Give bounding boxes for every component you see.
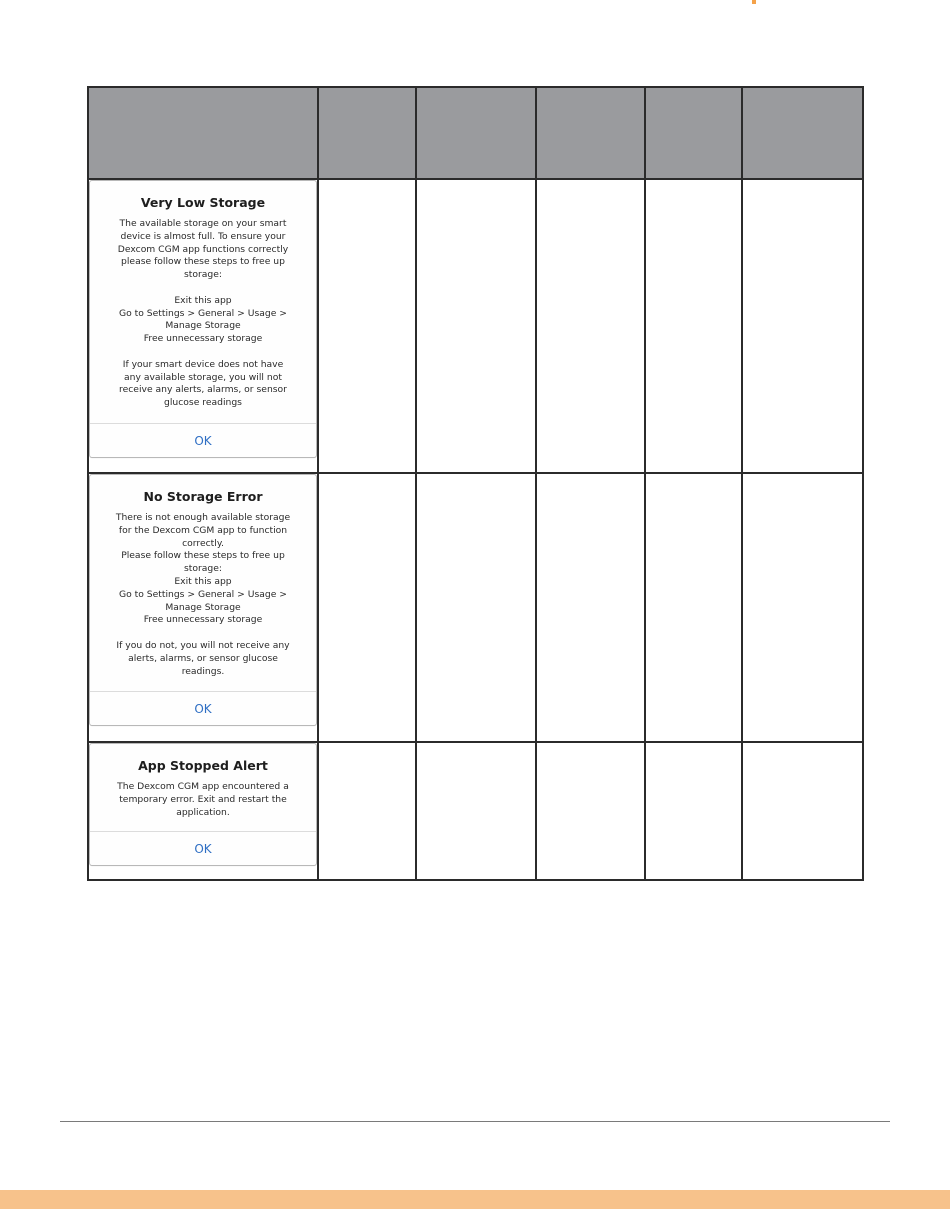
- dialog-text: Free unnecessary storage: [143, 333, 263, 345]
- empty-cell: [645, 179, 742, 473]
- top-corner-mark: [752, 0, 756, 4]
- empty-cell: [645, 742, 742, 880]
- ok-button[interactable]: OK: [178, 698, 227, 720]
- dialog-text: The available storage on your smart: [119, 218, 287, 229]
- dialog-title: No Storage Error: [143, 489, 263, 504]
- header-cell-3: [416, 87, 536, 179]
- app-stopped-alert-dialog: [89, 743, 317, 866]
- dialog-text: If your smart device does not have: [122, 358, 284, 370]
- header-cell-4: [536, 87, 645, 179]
- header-cell-6: [742, 87, 863, 179]
- no-storage-error-dialog: [89, 474, 317, 726]
- dialog-text: Manage Storage: [165, 601, 241, 613]
- dialog-text: The Dexcom CGM app encountered a: [117, 781, 289, 792]
- table-row: [88, 742, 863, 880]
- footer-divider: [60, 1121, 890, 1122]
- table-row: [88, 179, 863, 473]
- dialog-text: Go to Settings > General > Usage >: [118, 307, 288, 319]
- empty-cell: [416, 179, 536, 473]
- ok-button[interactable]: OK: [178, 430, 227, 452]
- dialog-footer: [90, 831, 316, 865]
- empty-cell: [318, 179, 416, 473]
- empty-cell: [742, 179, 863, 473]
- empty-cell: [318, 742, 416, 880]
- dialog-text: storage:: [184, 269, 222, 281]
- header-cell-5: [645, 87, 742, 179]
- empty-cell: [416, 742, 536, 880]
- dialog-text: If you do not, you will not receive any: [116, 639, 290, 651]
- empty-cell: [742, 742, 863, 880]
- dialog-text: glucose readings: [164, 397, 242, 409]
- dialog-footer: [90, 691, 316, 725]
- dialog-cell: [88, 742, 318, 880]
- dialog-text: correctly.: [182, 537, 224, 549]
- dialog-body: [90, 475, 316, 691]
- table-header-row: [88, 87, 863, 179]
- empty-cell: [742, 473, 863, 742]
- empty-cell: [645, 473, 742, 742]
- empty-cell: [416, 473, 536, 742]
- dialog-body: [90, 744, 316, 831]
- dialog-title: Very Low Storage: [140, 195, 266, 210]
- dialog-text: storage:: [184, 563, 222, 575]
- dialog-text: device is almost full. To ensure your: [120, 230, 286, 242]
- dialog-text: Exit this app: [174, 575, 232, 587]
- dialog-cell: [88, 179, 318, 473]
- bottom-color-band: [0, 1190, 950, 1209]
- header-cell-2: [318, 87, 416, 179]
- dialog-text: temporary error. Exit and restart the: [119, 793, 287, 805]
- alerts-table: [87, 86, 864, 881]
- dialog-text: Go to Settings > General > Usage >: [118, 588, 288, 600]
- dialog-body: [90, 181, 316, 423]
- dialog-text: alerts, alarms, or sensor glucose: [128, 652, 278, 664]
- dialog-text: receive any alerts, alarms, or sensor: [119, 384, 287, 396]
- ok-button[interactable]: OK: [178, 838, 227, 860]
- dialog-text: please follow these steps to free up: [121, 256, 285, 268]
- empty-cell: [318, 473, 416, 742]
- dialog-title: App Stopped Alert: [138, 758, 268, 773]
- dialog-text: Dexcom CGM app functions correctly: [117, 243, 289, 255]
- dialog-text: Exit this app: [174, 294, 232, 306]
- empty-cell: [536, 742, 645, 880]
- dialog-text: readings.: [181, 665, 225, 677]
- very-low-storage-dialog: [89, 180, 317, 458]
- header-cell-1: [88, 87, 318, 179]
- dialog-text: for the Dexcom CGM app to function: [118, 524, 288, 536]
- dialog-footer: [90, 423, 316, 457]
- empty-cell: [536, 473, 645, 742]
- empty-cell: [536, 179, 645, 473]
- dialog-cell: [88, 473, 318, 742]
- dialog-text: any available storage, you will not: [124, 371, 282, 383]
- dialog-text: Free unnecessary storage: [143, 614, 263, 626]
- dialog-text: Manage Storage: [165, 320, 241, 332]
- dialog-text: There is not enough available storage: [115, 512, 291, 523]
- dialog-text: application.: [176, 806, 230, 818]
- table-row: [88, 473, 863, 742]
- dialog-text: Please follow these steps to free up: [121, 550, 285, 562]
